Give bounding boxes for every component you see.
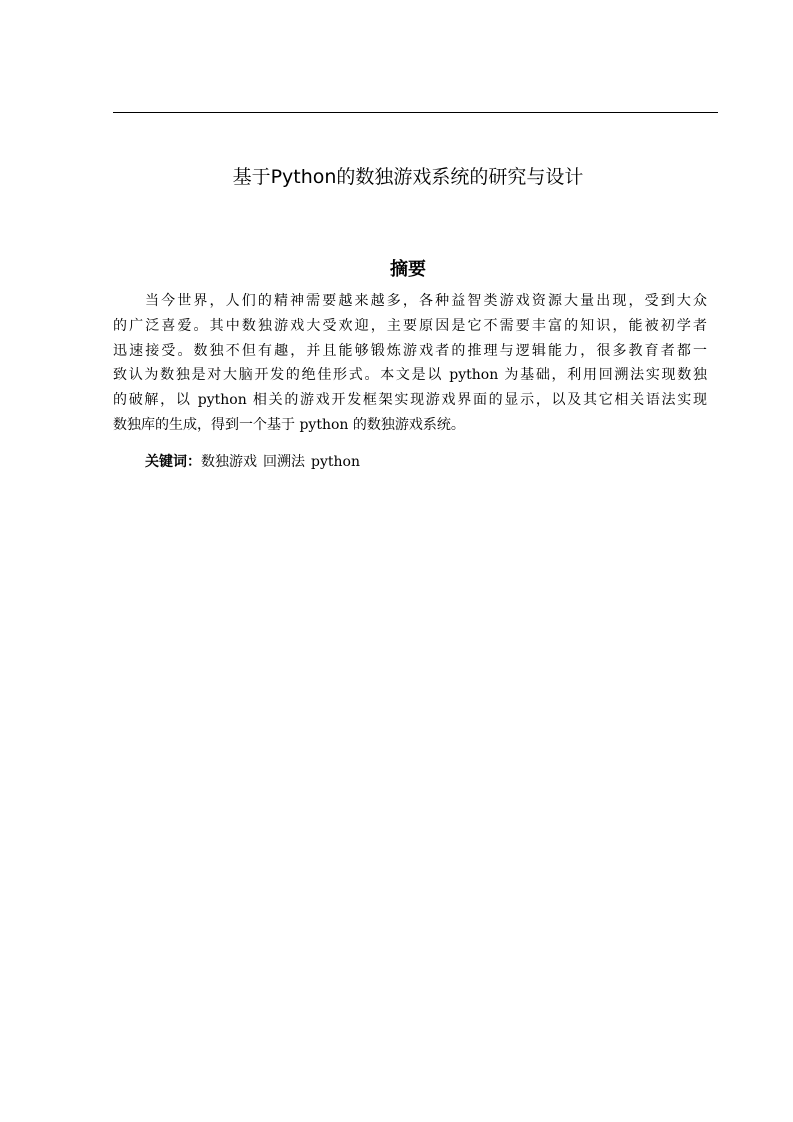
keyword-item: python <box>311 454 360 470</box>
document-title: 基于Python的数独游戏系统的研究与设计 <box>232 166 584 188</box>
abstract-line: 的破解，以 python 相关的游戏开发框架实现游戏界面的显示，以及其它相关语法实现 <box>113 392 707 409</box>
keyword-item: 回溯法 <box>263 454 305 470</box>
abstract-line: 迅速接受。数独不但有趣，并且能够锻炼游戏者的推理与逻辑能力，很多教育者都一 <box>113 342 707 359</box>
abstract-line: 数独库的生成，得到一个基于 python 的数独游戏系统。 <box>113 416 465 433</box>
keywords-label: 关键词： <box>145 454 201 470</box>
keyword-item: 数独游戏 <box>201 454 257 470</box>
abstract-line: 的广泛喜爱。其中数独游戏大受欢迎，主要原因是它不需要丰富的知识，能被初学者 <box>113 317 707 334</box>
header-rule <box>113 112 718 113</box>
abstract-line: 当今世界，人们的精神需要越来越多，各种益智类游戏资源大量出现，受到大众 <box>145 293 707 309</box>
abstract-line: 致认为数独是对大脑开发的绝佳形式。本文是以 python 为基础，利用回溯法实现数独 <box>113 367 707 384</box>
abstract-heading: 摘要 <box>390 259 426 280</box>
abstract-body <box>113 289 707 438</box>
keywords-line <box>145 450 366 474</box>
